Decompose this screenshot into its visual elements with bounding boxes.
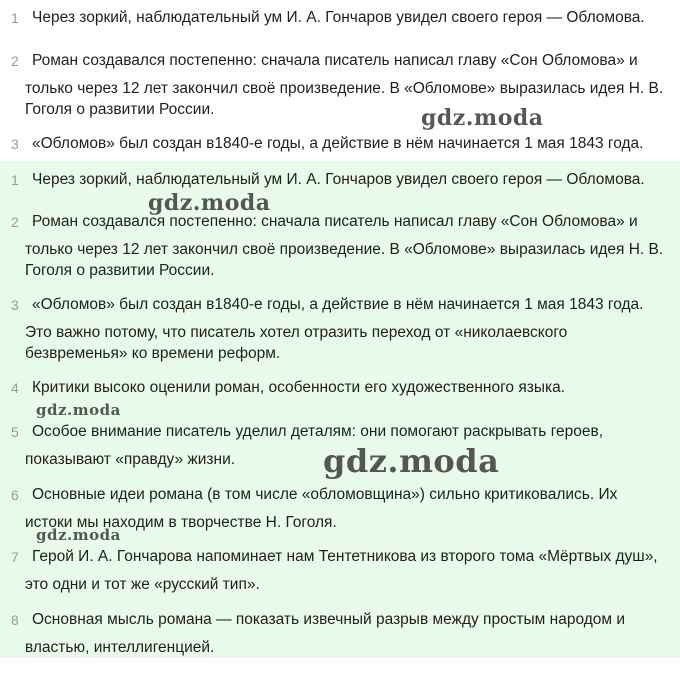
item-number: 1: [11, 172, 19, 188]
item-text: истоки мы находим в творчестве Н. Гоголя.: [25, 514, 337, 531]
watermark: gdz.moda: [148, 190, 271, 216]
item-text: Через зоркий, наблюдательный ум И. А. Гончаров увидел своего героя — Обломова.: [32, 9, 645, 26]
item-text: это одни и тот же «русский тип».: [25, 576, 260, 593]
item-text: «Обломов» был создан в1840-е годы, а действие в нём начинается 1 мая 1843 года.: [32, 135, 644, 152]
item-text: Гоголя о развитии России.: [25, 101, 215, 118]
item-text: Основная мысль романа — показать извечный разрыв между простым народом и: [32, 611, 626, 628]
item-text: безвременья» ко времени реформ.: [25, 345, 281, 362]
watermark: gdz.moda: [36, 526, 121, 544]
item-text: Через зоркий, наблюдательный ум И. А. Гончаров увидел своего героя — Обломова.: [32, 171, 645, 188]
watermark: gdz.moda: [323, 442, 500, 480]
item-text: Роман создавался постепенно: сначала писатель написал главу «Сон Обломова» и: [32, 52, 638, 69]
item-number: 7: [11, 549, 19, 565]
item-text: властью, интеллигенцией.: [25, 639, 215, 656]
item-number: 5: [11, 424, 19, 440]
item-text: Гоголя о развитии России.: [25, 262, 215, 279]
item-text: Критики высоко оценили роман, особенности его художественного языка.: [32, 379, 566, 396]
watermark: gdz.moda: [36, 401, 121, 419]
item-number: 1: [11, 10, 19, 26]
item-text: Это важно потому, что писатель хотел отразить переход от «николаевского: [25, 324, 568, 341]
item-text: только через 12 лет закончил своё произведение. В «Обломове» выразилась идея Н. В.: [25, 241, 664, 258]
item-text: «Обломов» был создан в1840-е годы, а действие в нём начинается 1 мая 1843 года.: [32, 296, 644, 313]
item-text: только через 12 лет закончил своё произведение. В «Обломове» выразилась идея Н. В.: [25, 80, 664, 97]
item-text: Основные идеи романа (в том числе «обломовщина») сильно критиковались. Их: [32, 486, 618, 503]
item-number: 8: [11, 612, 19, 628]
item-text: Особое внимание писатель уделил деталям: они помогают раскрывать героев,: [32, 423, 604, 440]
item-number: 2: [11, 53, 19, 69]
item-number: 3: [11, 297, 19, 313]
item-number: 6: [11, 487, 19, 503]
item-number: 3: [11, 136, 19, 152]
item-number: 4: [11, 380, 19, 396]
item-text: Герой И. А. Гончарова напоминает нам Тентетникова из второго тома «Мёртвых душ»,: [32, 548, 658, 565]
item-text: показывают «правду» жизни.: [25, 451, 236, 468]
item-number: 2: [11, 214, 19, 230]
watermark: gdz.moda: [421, 105, 544, 131]
item-text: Роман создавался постепенно: сначала писатель написал главу «Сон Обломова» и: [32, 213, 638, 230]
